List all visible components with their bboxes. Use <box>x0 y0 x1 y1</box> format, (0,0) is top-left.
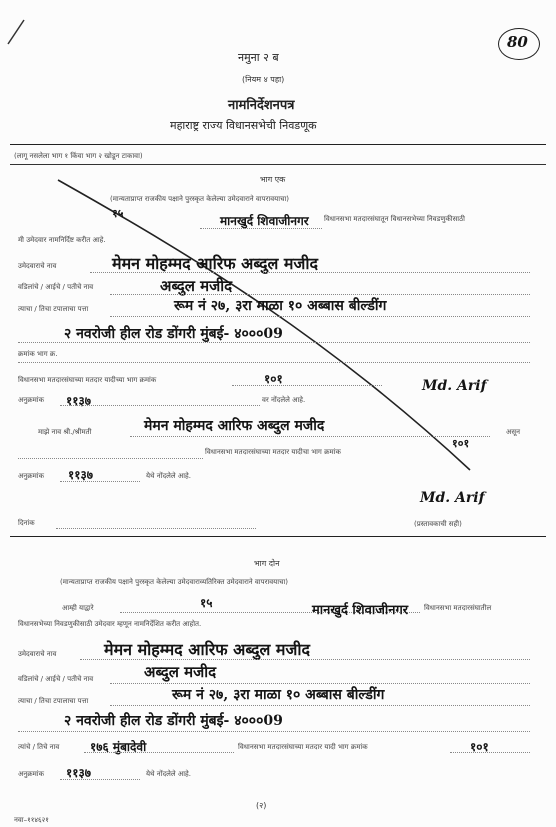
part2-their-name-value: १७६ मुंबादेवी <box>90 740 147 754</box>
part1-address-line1: रूम नं २७, ३रा माळा १० अब्बास बील्डींग <box>174 298 387 314</box>
part1-constituency-no: १५ <box>112 207 124 220</box>
part1-constituency-name: मानखुर्द शिवाजीनगर <box>220 214 309 228</box>
part2-father-name: अब्दुल मजीद <box>144 663 217 681</box>
part2-roll-value: १०१ <box>470 740 489 754</box>
part1-serial-label: अनुक्रमांक <box>18 396 44 404</box>
part2-candidate-name-label: उमेदवाराचे नाव <box>18 650 57 658</box>
strike-instruction: (लागू नसलेला भाग १ किंवा भाग २ खोडून टाकावा) <box>14 152 143 160</box>
part2-heading: भाग दोन <box>254 559 280 568</box>
part1-serial-value: ११३७ <box>66 394 91 408</box>
part2-roll-label: विधानसभा मतदारसंघाच्या मतदार यादी भाग क्रमांक <box>238 743 368 751</box>
rule-reference: (नियम ४ पहा) <box>242 75 285 84</box>
part1-proposer-signature-caption: (प्रस्तावकाची सही) <box>414 520 462 528</box>
page-number: 80 <box>507 33 528 51</box>
part1-date-label: दिनांक <box>18 519 35 527</box>
part1-father-name: अब्दुल मजीद <box>160 277 233 295</box>
part2-address-label: त्याचा / तिचा टपालाचा पत्ता <box>18 697 89 705</box>
part2-address-line1: रूम नं २७, ३रा माळा १० अब्बास बील्डींग <box>172 687 385 703</box>
part1-proposer-suffix: असून <box>506 428 520 436</box>
part1-proposer-roll-label: विधानसभा मतदारसंघाच्या मतदार यादीचा भाग क्रमांक <box>205 448 341 456</box>
part1-subheading: (मान्यताप्राप्त राजकीय पक्षाने पुरस्कृत केलेल्या उमेदवाराने वापरावयाचा) <box>110 195 289 203</box>
part2-serial-label: अनुक्रमांक <box>18 770 44 778</box>
part2-subheading: (मान्यताप्राप्त राजकीय पक्षाने पुरस्कृत केलेल्या उमेदवाराव्यतिरिक्त उमेदवाराने वापरावयाचा) <box>60 578 289 586</box>
part1-address-line3-label: क्रमांक भाग क्र. <box>18 350 58 358</box>
part1-proposer-signature: Md. Arif <box>420 490 485 506</box>
part1-candidate-signature: Md. Arif <box>422 378 487 394</box>
part2-constituency-name: मानखुर्द शिवाजीनगर <box>312 603 409 618</box>
part2-serial-value: ११३७ <box>66 766 91 780</box>
part2-serial-suffix: येथे नोंदलेले आहे. <box>146 770 191 778</box>
part1-address-line2: २ नवरोजी हील रोड डोंगरी मुंबई- ४०००09 <box>64 326 283 342</box>
part2-constituency-no: १५ <box>200 596 213 610</box>
form-subtitle: महाराष्ट्र राज्य विधानसभेची निवडणूक <box>170 119 317 132</box>
part1-proposer-serial-label: अनुक्रमांक <box>18 472 44 480</box>
part2-intro-prefix: आम्ही याद्वारे <box>62 604 94 612</box>
part2-their-name-label: त्यांचे / तिचे नाव <box>18 743 60 751</box>
part1-constituency-suffix: विधानसभा मतदारसंघातून विधानसभेच्या निवडणुकीसाठी <box>324 215 465 223</box>
part-divider <box>10 536 546 537</box>
part1-father-name-label: वडिलांचे / आईचे / पतीचे नाव <box>18 283 94 291</box>
form-number: नमुना २ ब <box>238 51 279 64</box>
part1-intro: मी उमेदवार नामनिर्दिष्ट करीत आहे. <box>18 236 106 244</box>
part1-proposer-serial-value: ११३७ <box>68 468 93 482</box>
part1-proposer-part-value: १०१ <box>452 437 470 450</box>
footer-page-no: (२) <box>256 801 267 810</box>
form-title: नामनिर्देशनपत्र <box>228 98 295 113</box>
part1-proposer-serial-suffix: येथे नोंदलेले आहे. <box>146 472 191 480</box>
part1-address-label: त्याचा / तिचा टपालाचा पत्ता <box>18 305 89 313</box>
part1-proposer-name: मेमन मोहम्मद आरिफ अब्दुल मजीद <box>144 418 325 434</box>
part1-serial-suffix: वर नोंदलेले आहे. <box>262 396 306 404</box>
part1-roll-part-label: विधानसभा मतदारसंघाच्या मतदार यादीच्या भाग क्रमांक <box>18 376 157 384</box>
part1-candidate-name: मेमन मोहम्मद आरिफ अब्दुल मजीद <box>112 254 319 273</box>
part2-address-line2: २ नवरोजी हील रोड डोंगरी मुंबई- ४०००09 <box>64 713 283 729</box>
part1-candidate-name-label: उमेदवाराचे नाव <box>18 262 57 270</box>
part1-roll-part-value: १०१ <box>264 372 283 386</box>
part1-proposer-label: माझे नाव श्री./श्रीमती <box>38 428 92 436</box>
part2-intro-suffix: विधानसभा मतदारसंघातील <box>424 604 492 612</box>
footer-code: नवा–११४६२१ <box>14 816 49 824</box>
part2-intro-line2: विधानसभेच्या निवडणुकीसाठी उमेदवार म्हणून नामनिर्देशित करीत आहोत. <box>18 620 202 628</box>
part2-father-name-label: वडिलांचे / आईचे / पतीचे नाव <box>18 675 94 683</box>
part2-candidate-name: मेमन मोहम्मद आरिफ अब्दुल मजीद <box>104 640 311 659</box>
part1-heading: भाग एक <box>260 175 286 184</box>
